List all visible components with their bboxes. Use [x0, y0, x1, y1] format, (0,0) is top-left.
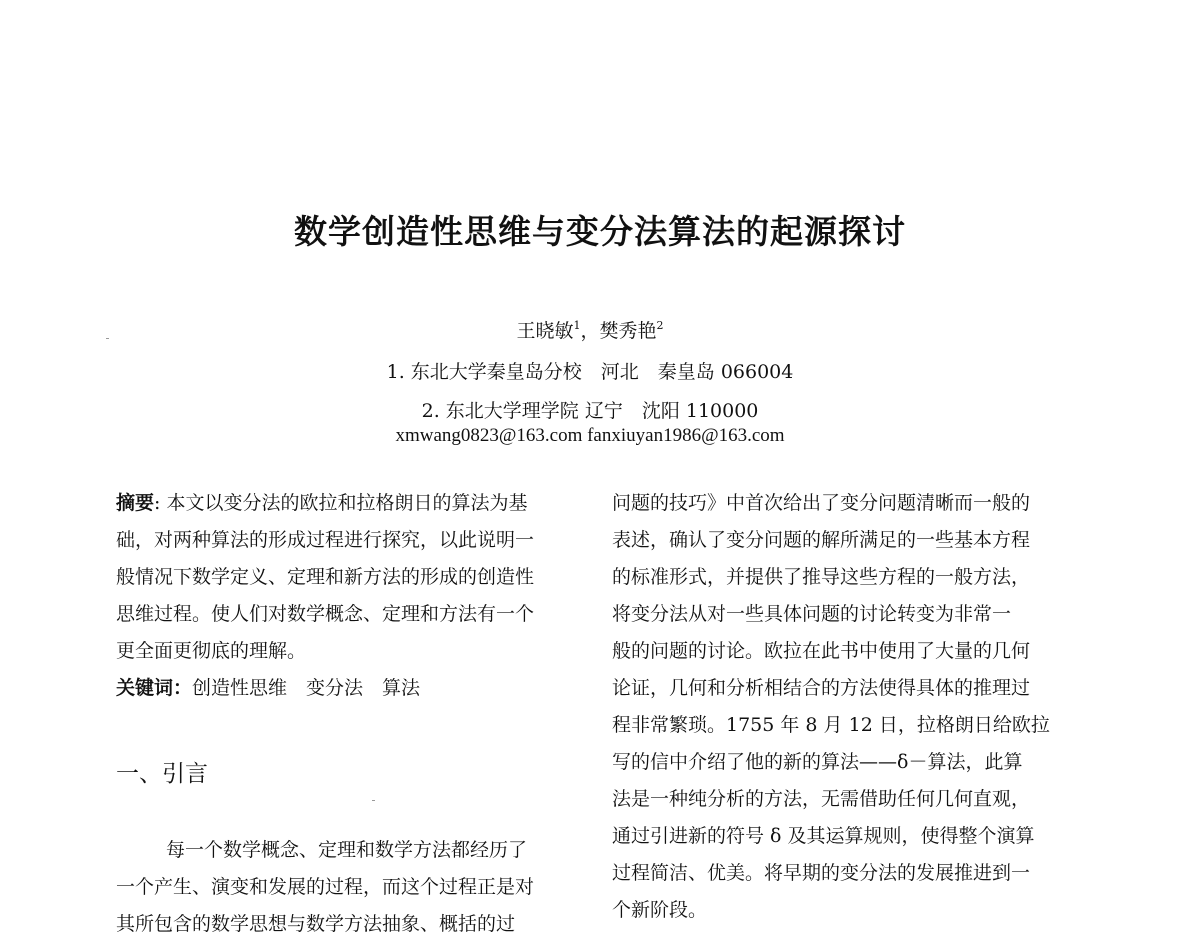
body-line: 通过引进新的符号 δ 及其运算规则，使得整个演算: [612, 825, 1035, 847]
introduction-body: [116, 832, 576, 943]
body-line: 将变分法从对一些具体问题的讨论转变为非常一: [612, 603, 1012, 625]
keywords-line: [116, 670, 576, 707]
abstract-line: [116, 485, 576, 522]
right-column-body: [612, 485, 1072, 929]
abstract-line: 础，对两种算法的形成过程进行探究，以此说明一: [116, 529, 535, 551]
body-line: 过程简洁、优美。将早期的变分法的发展推进到一: [612, 862, 1031, 884]
body-line: 一个产生、演变和发展的过程，而这个过程正是对: [116, 876, 535, 898]
body-line: 程非常繁琐。1755 年 8 月 12 日，拉格朗日给欧拉: [612, 714, 1050, 736]
author-2: 樊秀艳: [599, 320, 657, 342]
body-line: 其所包含的数学思想与数学方法抽象、概括的过: [116, 913, 516, 935]
affiliation-2: 2. 东北大学理学院 辽宁 沈阳 110000: [421, 400, 759, 422]
scan-speck: [372, 800, 375, 801]
body-line: 的标准形式，并提供了推导这些方程的一般方法，: [612, 566, 1031, 588]
author-line: [0, 316, 1180, 343]
abstract-line: 思维过程。使人们对数学概念、定理和方法有一个: [116, 603, 535, 625]
section-heading: 一、引言: [116, 761, 208, 787]
keywords-label: 关键词：: [116, 677, 193, 699]
author-1-affiliation-mark: 1: [573, 319, 581, 332]
paper-title: 数学创造性思维与变分法算法的起源探讨: [294, 212, 906, 251]
abstract-label: 摘要: [116, 492, 155, 514]
keywords-text: 创造性思维 变分法 算法: [192, 677, 421, 699]
author-2-affiliation-mark: 2: [656, 319, 664, 332]
body-line: 法是一种纯分析的方法，无需借助任何几何直观，: [612, 788, 1031, 810]
body-line: 论证，几何和分析相结合的方法使得具体的推理过: [612, 677, 1031, 699]
body-line: 每一个数学概念、定理和数学方法都经历了: [166, 839, 528, 861]
abstract-text: : 本文以变分法的欧拉和拉格朗日的算法为基: [154, 492, 528, 514]
author-1: 王晓敏: [516, 320, 574, 342]
scan-speck: [106, 338, 109, 339]
body-line: 表述，确认了变分问题的解所满足的一些基本方程: [612, 529, 1031, 551]
author-emails: xmwang0823@163.com fanxiuyan1986@163.com: [395, 425, 785, 446]
body-line: 个新阶段。: [612, 899, 708, 921]
author-separator: ，: [580, 320, 600, 342]
body-line: 问题的技巧》中首次给出了变分问题清晰而一般的: [612, 492, 1031, 514]
abstract-line: 更全面更彻底的理解。: [116, 640, 307, 662]
abstract-block: [116, 485, 576, 707]
affiliation-1: 1. 东北大学秦皇岛分校 河北 秦皇岛 066004: [386, 361, 794, 383]
abstract-line: 般情况下数学定义、定理和新方法的形成的创造性: [116, 566, 535, 588]
body-line: 写的信中介绍了他的新的算法——δ－算法，此算: [612, 751, 1023, 773]
body-line: 般的问题的讨论。欧拉在此书中使用了大量的几何: [612, 640, 1031, 662]
